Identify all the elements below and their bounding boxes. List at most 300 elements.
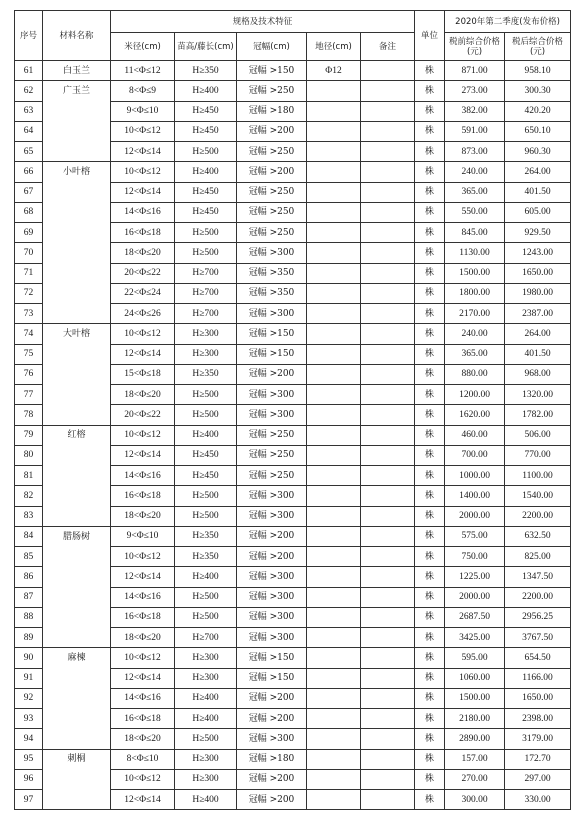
price-table-sheet	[14, 10, 570, 810]
remark-cell	[361, 668, 415, 688]
rice-diameter-cell: 20<Φ≤22	[111, 405, 175, 425]
ground-diameter-cell	[307, 304, 361, 324]
ground-diameter-cell	[307, 790, 361, 810]
table-row	[15, 81, 571, 101]
crown-cell: 冠幅 >300	[237, 506, 307, 526]
crown-cell: 冠幅 >250	[237, 81, 307, 101]
header-rice-diameter: 米径(cm)	[111, 33, 175, 61]
remark-cell	[361, 121, 415, 141]
seq-cell: 92	[15, 688, 43, 708]
table-row	[15, 324, 571, 344]
material-name-cell	[43, 405, 111, 425]
post-tax-price-cell: 2200.00	[505, 506, 571, 526]
price-table	[14, 10, 571, 810]
unit-cell: 株	[415, 344, 445, 364]
table-row	[15, 162, 571, 182]
crown-cell: 冠幅 >200	[237, 121, 307, 141]
material-name-cell	[43, 709, 111, 729]
rice-diameter-cell: 10<Φ≤12	[111, 324, 175, 344]
crown-cell: 冠幅 >300	[237, 587, 307, 607]
height-cell: H≥450	[175, 445, 237, 465]
crown-cell: 冠幅 >150	[237, 344, 307, 364]
seq-cell: 72	[15, 283, 43, 303]
post-tax-price-cell: 401.50	[505, 182, 571, 202]
height-cell: H≥350	[175, 526, 237, 546]
crown-cell: 冠幅 >300	[237, 243, 307, 263]
crown-cell: 冠幅 >150	[237, 324, 307, 344]
seq-cell: 69	[15, 223, 43, 243]
post-tax-price-cell: 929.50	[505, 223, 571, 243]
rice-diameter-cell: 12<Φ≤14	[111, 668, 175, 688]
seq-cell: 74	[15, 324, 43, 344]
ground-diameter-cell	[307, 607, 361, 627]
material-name-cell: 腊肠树	[43, 526, 111, 546]
ground-diameter-cell	[307, 567, 361, 587]
remark-cell	[361, 628, 415, 648]
remark-cell	[361, 486, 415, 506]
crown-cell: 冠幅 >200	[237, 769, 307, 789]
remark-cell	[361, 749, 415, 769]
unit-cell: 株	[415, 182, 445, 202]
pre-tax-price-cell: 270.00	[445, 769, 505, 789]
post-tax-price-cell: 2200.00	[505, 587, 571, 607]
unit-cell: 株	[415, 486, 445, 506]
seq-cell: 97	[15, 790, 43, 810]
crown-cell: 冠幅 >300	[237, 729, 307, 749]
unit-cell: 株	[415, 607, 445, 627]
unit-cell: 株	[415, 101, 445, 121]
rice-diameter-cell: 12<Φ≤14	[111, 445, 175, 465]
pre-tax-price-cell: 1800.00	[445, 283, 505, 303]
post-tax-price-cell: 1782.00	[505, 405, 571, 425]
pre-tax-price-cell: 1500.00	[445, 263, 505, 283]
rice-diameter-cell: 10<Φ≤12	[111, 121, 175, 141]
pre-tax-price-cell: 1200.00	[445, 385, 505, 405]
material-name-cell: 麻楝	[43, 648, 111, 668]
material-name-cell	[43, 688, 111, 708]
pre-tax-price-cell: 1225.00	[445, 567, 505, 587]
header-ground-diameter: 地径(cm)	[307, 33, 361, 61]
material-name-cell	[43, 790, 111, 810]
post-tax-price-cell: 1100.00	[505, 466, 571, 486]
material-name-cell: 红榕	[43, 425, 111, 445]
table-header	[15, 11, 571, 61]
seq-cell: 87	[15, 587, 43, 607]
seq-cell: 77	[15, 385, 43, 405]
table-row	[15, 790, 571, 810]
pre-tax-price-cell: 550.00	[445, 202, 505, 222]
pre-tax-price-cell: 1400.00	[445, 486, 505, 506]
pre-tax-price-cell: 2170.00	[445, 304, 505, 324]
material-name-cell	[43, 364, 111, 384]
ground-diameter-cell	[307, 162, 361, 182]
post-tax-price-cell: 1540.00	[505, 486, 571, 506]
rice-diameter-cell: 9<Φ≤10	[111, 101, 175, 121]
ground-diameter-cell	[307, 445, 361, 465]
table-row	[15, 769, 571, 789]
material-name-cell	[43, 567, 111, 587]
table-row	[15, 486, 571, 506]
pre-tax-price-cell: 1620.00	[445, 405, 505, 425]
table-row	[15, 466, 571, 486]
height-cell: H≥700	[175, 304, 237, 324]
pre-tax-price-cell: 750.00	[445, 547, 505, 567]
rice-diameter-cell: 14<Φ≤16	[111, 587, 175, 607]
post-tax-price-cell: 654.50	[505, 648, 571, 668]
remark-cell	[361, 61, 415, 81]
rice-diameter-cell: 12<Φ≤14	[111, 142, 175, 162]
height-cell: H≥500	[175, 587, 237, 607]
crown-cell: 冠幅 >250	[237, 445, 307, 465]
height-cell: H≥500	[175, 385, 237, 405]
material-name-cell	[43, 202, 111, 222]
seq-cell: 75	[15, 344, 43, 364]
remark-cell	[361, 729, 415, 749]
pre-tax-price-cell: 871.00	[445, 61, 505, 81]
rice-diameter-cell: 12<Φ≤14	[111, 344, 175, 364]
ground-diameter-cell	[307, 385, 361, 405]
ground-diameter-cell	[307, 283, 361, 303]
table-row	[15, 445, 571, 465]
crown-cell: 冠幅 >250	[237, 142, 307, 162]
ground-diameter-cell	[307, 587, 361, 607]
unit-cell: 株	[415, 202, 445, 222]
crown-cell: 冠幅 >250	[237, 223, 307, 243]
post-tax-price-cell: 264.00	[505, 162, 571, 182]
rice-diameter-cell: 18<Φ≤20	[111, 729, 175, 749]
crown-cell: 冠幅 >300	[237, 405, 307, 425]
table-row	[15, 506, 571, 526]
height-cell: H≥500	[175, 486, 237, 506]
post-tax-price-cell: 1320.00	[505, 385, 571, 405]
pre-tax-price-cell: 382.00	[445, 101, 505, 121]
header-crown: 冠幅(cm)	[237, 33, 307, 61]
height-cell: H≥400	[175, 688, 237, 708]
height-cell: H≥500	[175, 223, 237, 243]
unit-cell: 株	[415, 405, 445, 425]
height-cell: H≥450	[175, 466, 237, 486]
remark-cell	[361, 283, 415, 303]
seq-cell: 61	[15, 61, 43, 81]
remark-cell	[361, 243, 415, 263]
unit-cell: 株	[415, 364, 445, 384]
seq-cell: 73	[15, 304, 43, 324]
table-row	[15, 263, 571, 283]
ground-diameter-cell	[307, 648, 361, 668]
height-cell: H≥500	[175, 607, 237, 627]
remark-cell	[361, 506, 415, 526]
seq-cell: 85	[15, 547, 43, 567]
height-cell: H≥400	[175, 425, 237, 445]
crown-cell: 冠幅 >350	[237, 283, 307, 303]
post-tax-price-cell: 605.00	[505, 202, 571, 222]
table-row	[15, 243, 571, 263]
remark-cell	[361, 202, 415, 222]
rice-diameter-cell: 10<Φ≤12	[111, 769, 175, 789]
unit-cell: 株	[415, 506, 445, 526]
post-tax-price-cell: 825.00	[505, 547, 571, 567]
unit-cell: 株	[415, 567, 445, 587]
unit-cell: 株	[415, 526, 445, 546]
material-name-cell	[43, 243, 111, 263]
ground-diameter-cell	[307, 729, 361, 749]
post-tax-price-cell: 2387.00	[505, 304, 571, 324]
remark-cell	[361, 223, 415, 243]
pre-tax-price-cell: 591.00	[445, 121, 505, 141]
height-cell: H≥500	[175, 142, 237, 162]
remark-cell	[361, 445, 415, 465]
table-body	[15, 61, 571, 810]
pre-tax-price-cell: 300.00	[445, 790, 505, 810]
seq-cell: 95	[15, 749, 43, 769]
rice-diameter-cell: 18<Φ≤20	[111, 385, 175, 405]
ground-diameter-cell	[307, 223, 361, 243]
header-post-tax-price: 税后综合价格(元)	[505, 33, 571, 61]
seq-cell: 88	[15, 607, 43, 627]
ground-diameter-cell	[307, 425, 361, 445]
ground-diameter-cell	[307, 709, 361, 729]
material-name-cell: 白玉兰	[43, 61, 111, 81]
seq-cell: 71	[15, 263, 43, 283]
height-cell: H≥400	[175, 81, 237, 101]
material-name-cell	[43, 385, 111, 405]
ground-diameter-cell	[307, 506, 361, 526]
table-row	[15, 385, 571, 405]
ground-diameter-cell	[307, 688, 361, 708]
post-tax-price-cell: 1347.50	[505, 567, 571, 587]
remark-cell	[361, 182, 415, 202]
pre-tax-price-cell: 880.00	[445, 364, 505, 384]
header-pre-tax-price: 税前综合价格(元)	[445, 33, 505, 61]
crown-cell: 冠幅 >300	[237, 628, 307, 648]
table-row	[15, 283, 571, 303]
remark-cell	[361, 425, 415, 445]
seq-cell: 84	[15, 526, 43, 546]
height-cell: H≥700	[175, 263, 237, 283]
rice-diameter-cell: 10<Φ≤12	[111, 648, 175, 668]
unit-cell: 株	[415, 790, 445, 810]
height-cell: H≥500	[175, 405, 237, 425]
ground-diameter-cell	[307, 121, 361, 141]
rice-diameter-cell: 16<Φ≤18	[111, 607, 175, 627]
post-tax-price-cell: 401.50	[505, 344, 571, 364]
remark-cell	[361, 526, 415, 546]
ground-diameter-cell	[307, 547, 361, 567]
ground-diameter-cell	[307, 405, 361, 425]
table-row	[15, 202, 571, 222]
table-row	[15, 587, 571, 607]
rice-diameter-cell: 12<Φ≤14	[111, 182, 175, 202]
material-name-cell	[43, 263, 111, 283]
seq-cell: 63	[15, 101, 43, 121]
rice-diameter-cell: 16<Φ≤18	[111, 223, 175, 243]
pre-tax-price-cell: 845.00	[445, 223, 505, 243]
post-tax-price-cell: 958.10	[505, 61, 571, 81]
seq-cell: 62	[15, 81, 43, 101]
seq-cell: 80	[15, 445, 43, 465]
remark-cell	[361, 567, 415, 587]
material-name-cell	[43, 628, 111, 648]
crown-cell: 冠幅 >200	[237, 162, 307, 182]
post-tax-price-cell: 3767.50	[505, 628, 571, 648]
height-cell: H≥300	[175, 344, 237, 364]
unit-cell: 株	[415, 668, 445, 688]
crown-cell: 冠幅 >300	[237, 607, 307, 627]
pre-tax-price-cell: 2890.00	[445, 729, 505, 749]
ground-diameter-cell	[307, 749, 361, 769]
crown-cell: 冠幅 >200	[237, 526, 307, 546]
height-cell: H≥300	[175, 648, 237, 668]
seq-cell: 66	[15, 162, 43, 182]
rice-diameter-cell: 12<Φ≤14	[111, 567, 175, 587]
material-name-cell	[43, 547, 111, 567]
crown-cell: 冠幅 >200	[237, 709, 307, 729]
header-spec-group: 规格及技术特征	[111, 11, 415, 33]
remark-cell	[361, 709, 415, 729]
ground-diameter-cell	[307, 324, 361, 344]
remark-cell	[361, 101, 415, 121]
material-name-cell	[43, 182, 111, 202]
seq-cell: 90	[15, 648, 43, 668]
material-name-cell	[43, 445, 111, 465]
unit-cell: 株	[415, 425, 445, 445]
height-cell: H≥450	[175, 121, 237, 141]
post-tax-price-cell: 1980.00	[505, 283, 571, 303]
crown-cell: 冠幅 >250	[237, 466, 307, 486]
table-row	[15, 142, 571, 162]
pre-tax-price-cell: 2687.50	[445, 607, 505, 627]
pre-tax-price-cell: 1060.00	[445, 668, 505, 688]
header-remark: 备注	[361, 33, 415, 61]
height-cell: H≥400	[175, 567, 237, 587]
seq-cell: 93	[15, 709, 43, 729]
unit-cell: 株	[415, 648, 445, 668]
material-name-cell	[43, 283, 111, 303]
seq-cell: 82	[15, 486, 43, 506]
table-row	[15, 121, 571, 141]
rice-diameter-cell: 11<Φ≤12	[111, 61, 175, 81]
unit-cell: 株	[415, 445, 445, 465]
post-tax-price-cell: 2956.25	[505, 607, 571, 627]
pre-tax-price-cell: 365.00	[445, 182, 505, 202]
seq-cell: 83	[15, 506, 43, 526]
crown-cell: 冠幅 >150	[237, 668, 307, 688]
material-name-cell	[43, 668, 111, 688]
unit-cell: 株	[415, 688, 445, 708]
table-row	[15, 61, 571, 81]
seq-cell: 65	[15, 142, 43, 162]
post-tax-price-cell: 330.00	[505, 790, 571, 810]
post-tax-price-cell: 506.00	[505, 425, 571, 445]
pre-tax-price-cell: 595.00	[445, 648, 505, 668]
rice-diameter-cell: 10<Φ≤12	[111, 425, 175, 445]
unit-cell: 株	[415, 263, 445, 283]
ground-diameter-cell	[307, 466, 361, 486]
remark-cell	[361, 344, 415, 364]
crown-cell: 冠幅 >180	[237, 101, 307, 121]
pre-tax-price-cell: 273.00	[445, 81, 505, 101]
remark-cell	[361, 324, 415, 344]
remark-cell	[361, 547, 415, 567]
seq-cell: 89	[15, 628, 43, 648]
post-tax-price-cell: 297.00	[505, 769, 571, 789]
height-cell: H≥500	[175, 243, 237, 263]
material-name-cell	[43, 607, 111, 627]
material-name-cell: 刺桐	[43, 749, 111, 769]
rice-diameter-cell: 10<Φ≤12	[111, 547, 175, 567]
unit-cell: 株	[415, 769, 445, 789]
header-material-name: 材料名称	[43, 11, 111, 61]
remark-cell	[361, 688, 415, 708]
unit-cell: 株	[415, 466, 445, 486]
material-name-cell	[43, 587, 111, 607]
post-tax-price-cell: 172.70	[505, 749, 571, 769]
unit-cell: 株	[415, 547, 445, 567]
table-row	[15, 648, 571, 668]
rice-diameter-cell: 8<Φ≤9	[111, 81, 175, 101]
crown-cell: 冠幅 >250	[237, 182, 307, 202]
pre-tax-price-cell: 365.00	[445, 344, 505, 364]
post-tax-price-cell: 1650.00	[505, 688, 571, 708]
height-cell: H≥400	[175, 790, 237, 810]
post-tax-price-cell: 650.10	[505, 121, 571, 141]
post-tax-price-cell: 300.30	[505, 81, 571, 101]
remark-cell	[361, 263, 415, 283]
crown-cell: 冠幅 >150	[237, 61, 307, 81]
height-cell: H≥450	[175, 202, 237, 222]
ground-diameter-cell	[307, 142, 361, 162]
rice-diameter-cell: 10<Φ≤12	[111, 162, 175, 182]
header-seq: 序号	[15, 11, 43, 61]
ground-diameter-cell	[307, 101, 361, 121]
rice-diameter-cell: 8<Φ≤10	[111, 749, 175, 769]
pre-tax-price-cell: 1500.00	[445, 688, 505, 708]
pre-tax-price-cell: 240.00	[445, 162, 505, 182]
rice-diameter-cell: 16<Φ≤18	[111, 709, 175, 729]
unit-cell: 株	[415, 283, 445, 303]
ground-diameter-cell	[307, 263, 361, 283]
table-row	[15, 344, 571, 364]
ground-diameter-cell	[307, 668, 361, 688]
height-cell: H≥300	[175, 668, 237, 688]
seq-cell: 78	[15, 405, 43, 425]
seq-cell: 68	[15, 202, 43, 222]
height-cell: H≥700	[175, 283, 237, 303]
ground-diameter-cell	[307, 344, 361, 364]
remark-cell	[361, 587, 415, 607]
pre-tax-price-cell: 873.00	[445, 142, 505, 162]
unit-cell: 株	[415, 243, 445, 263]
rice-diameter-cell: 14<Φ≤16	[111, 202, 175, 222]
remark-cell	[361, 162, 415, 182]
unit-cell: 株	[415, 162, 445, 182]
ground-diameter-cell	[307, 486, 361, 506]
pre-tax-price-cell: 460.00	[445, 425, 505, 445]
table-row	[15, 749, 571, 769]
table-row	[15, 607, 571, 627]
crown-cell: 冠幅 >350	[237, 263, 307, 283]
table-row	[15, 182, 571, 202]
unit-cell: 株	[415, 324, 445, 344]
material-name-cell	[43, 466, 111, 486]
ground-diameter-cell	[307, 182, 361, 202]
post-tax-price-cell: 420.20	[505, 101, 571, 121]
table-row	[15, 668, 571, 688]
material-name-cell: 广玉兰	[43, 81, 111, 101]
material-name-cell	[43, 769, 111, 789]
remark-cell	[361, 607, 415, 627]
material-name-cell	[43, 101, 111, 121]
